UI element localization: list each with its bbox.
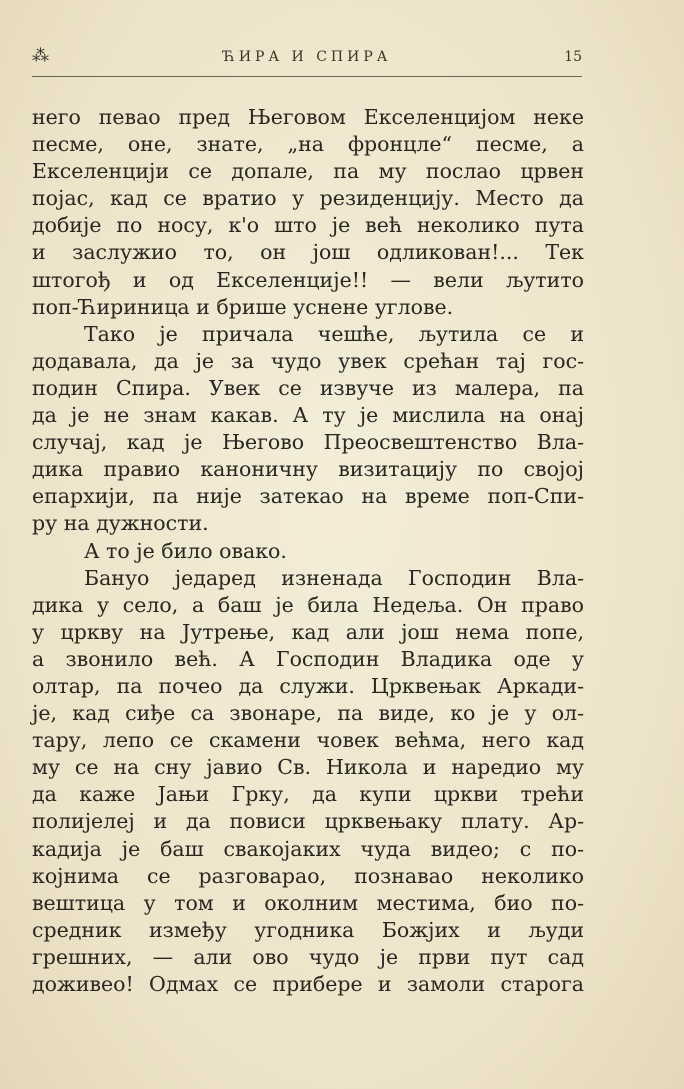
text-line: добије по носу, к'о што је већ неколико пута: [32, 213, 584, 238]
text-line: Тако је причала чешће, љутила се и: [84, 321, 584, 346]
running-title: ЋИРА И СПИРА: [222, 49, 392, 65]
text-line: вештица у том и околним местима, био по-: [32, 890, 584, 915]
text-line: у цркву на Јутрење, кад али још нема попе,: [32, 619, 584, 644]
text-line: епархији, па није затекао на време поп-Спи-: [32, 484, 584, 509]
text-line: ру на дужности.: [32, 511, 209, 536]
text-line: да каже Јањи Грку, да купи цркви трећи: [32, 782, 584, 807]
text-line: случај, кад је Његово Преосвештенство Вла-: [32, 430, 584, 455]
running-header: [32, 44, 582, 72]
text-line: песме, оне, знате, „на фронцле“ песме, а: [32, 132, 584, 157]
text-line: штогођ и од Екселенције!! — вели љутито: [32, 267, 584, 292]
page-number: 15: [564, 49, 582, 65]
text-line: Бануо једаред изненада Господин Вла-: [84, 565, 584, 590]
text-line: полијелеј и да повиси црквењаку плату. Ар-: [32, 809, 584, 834]
text-line: олтар, па почео да служи. Црквењак Аркади-: [32, 673, 584, 698]
text-line: грешних, — али ово чудо је први пут сад: [32, 944, 584, 969]
text-line: и заслужио то, он још одликован!... Тек: [32, 240, 584, 265]
text-line: му се на сну јавио Св. Никола и наредио му: [32, 755, 584, 780]
header-rule: [32, 76, 582, 77]
asterism-ornament-icon: ⁂: [32, 46, 49, 66]
text-line: Екселенцији се допале, па му послао црвен: [32, 159, 584, 184]
text-line: а звонило већ. А Господин Владика оде у: [32, 646, 584, 671]
text-line: којнима се разговарао, познавао неколико: [32, 863, 584, 888]
body-text: [32, 104, 584, 998]
text-line: је, кад сиђе са звонаре, па виде, ко је у ол-: [32, 701, 584, 726]
text-line: појас, кад се вратио у резиденцију. Место да: [32, 186, 584, 211]
text-line: А то је било овако.: [84, 538, 287, 563]
text-line: поп-Ћириница и брише уснене углове.: [32, 294, 454, 319]
text-line: него певао пред Његовом Екселенцијом неке: [32, 105, 584, 129]
text-line: кадија је баш свакојаких чуда видео; с по-: [32, 836, 584, 861]
text-line: додавала, да је за чудо увек срећан тај гос-: [32, 348, 584, 373]
text-line: тару, лепо се скамени човек већма, него кад: [32, 728, 584, 753]
text-line: да је не знам какав. А ту је мислила на онај: [32, 403, 584, 428]
text-line: дика правио каноничну визитацију по својој: [32, 457, 584, 482]
text-line: доживео! Одмах се прибере и замоли старога: [32, 972, 584, 996]
text-line: подин Спира. Увек се извуче из малера, па: [32, 375, 584, 400]
text-line: средник између угодника Божјих и људи: [32, 917, 584, 942]
text-line: дика у село, а баш је била Недеља. Он право: [32, 592, 584, 617]
